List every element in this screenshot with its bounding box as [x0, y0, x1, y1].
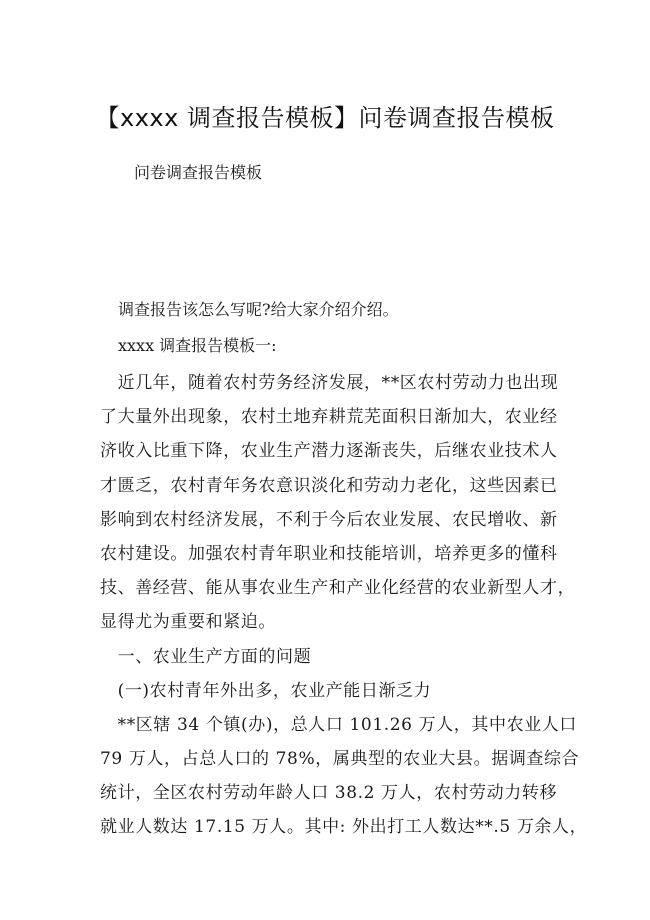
body-line: 影响到农村经济发展，不利于今后农业发展、农民增收、新 [100, 509, 558, 530]
body-line: 显得尤为重要和紧迫。 [100, 612, 276, 633]
section-heading: 一、农业生产方面的问题 [100, 646, 312, 667]
body-line: 才匮乏，农村青年务农意识淡化和劳动力老化，这些因素已 [100, 475, 558, 496]
body-line: **区辖 34 个镇(办)，总人口 101.26 万人，其中农业人口 [100, 714, 577, 735]
body-text [100, 366, 588, 845]
subsection-heading: (一)农村青年外出多，农业产能日渐乏力 [100, 680, 432, 701]
document-title: 【xxxx 调查报告模板】问卷调查报告模板 [95, 104, 555, 132]
body-line: 济收入比重下降，农业生产潜力逐渐丧失，后继农业技术人 [100, 441, 558, 462]
body-line: 79 万人，占总人口的 78%，属典型的农业大县。据调查综合 [100, 749, 580, 770]
body-line: 就业人数达 17.15 万人。其中: 外出打工人数达**.5 万余人， [100, 817, 588, 838]
body-line: 技、善经营、能从事农业生产和产业化经营的农业新型人才， [100, 578, 576, 599]
template-heading: xxxx 调查报告模板一: [118, 336, 277, 355]
body-line: 农村建设。加强农村青年职业和技能培训，培养更多的懂科 [100, 543, 558, 564]
body-line: 了大量外出现象，农村土地弃耕荒芜面积日渐加大，农业经 [100, 407, 558, 428]
body-line: 统计，全区农村劳动年龄人口 38.2 万人，农村劳动力转移 [100, 783, 558, 804]
intro-paragraph: 调查报告该怎么写呢?给大家介绍介绍。 [118, 300, 399, 319]
body-line: 近几年，随着农村劳务经济发展，**区农村劳动力也出现 [100, 373, 559, 393]
document-subtitle: 问卷调查报告模板 [134, 163, 263, 182]
